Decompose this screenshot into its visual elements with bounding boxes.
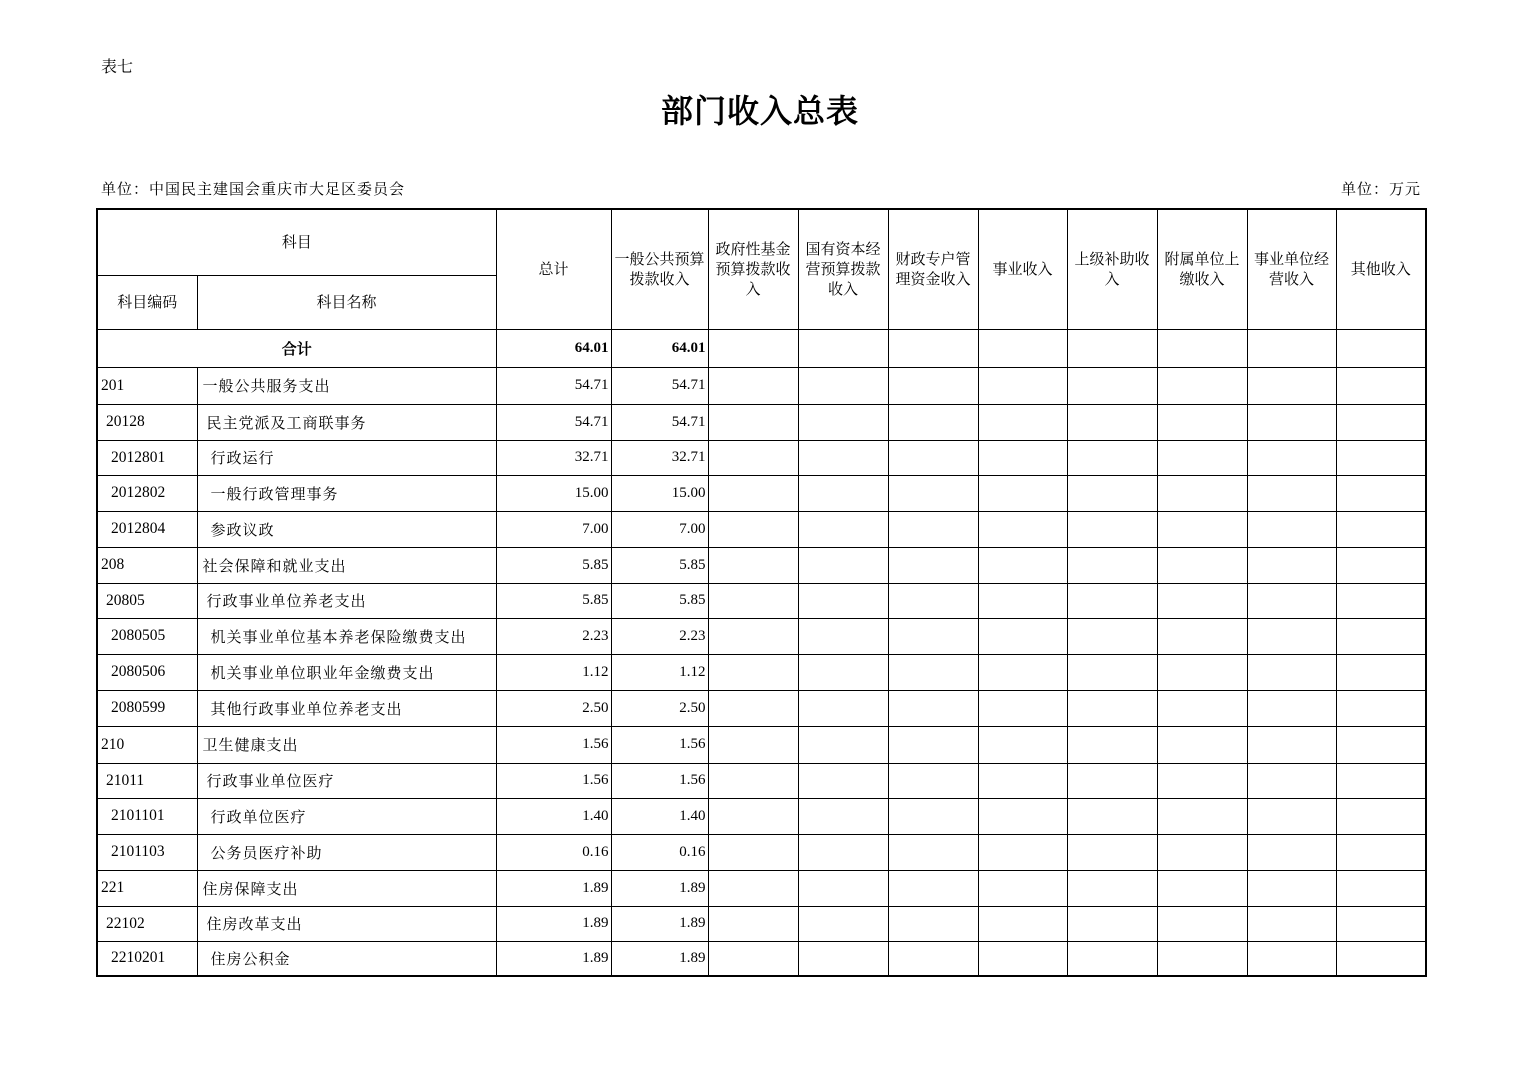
empty-cell	[1247, 690, 1336, 726]
subject-code: 210	[97, 726, 197, 763]
header-other: 其他收入	[1336, 209, 1426, 329]
empty-cell	[1067, 690, 1157, 726]
empty-cell	[1247, 511, 1336, 547]
empty-cell	[1247, 798, 1336, 834]
table-row	[97, 798, 1426, 834]
empty-cell	[888, 440, 978, 475]
subject-code: 20128	[97, 404, 197, 440]
empty-cell	[978, 547, 1067, 583]
empty-cell	[1067, 870, 1157, 906]
subject-name: 行政事业单位医疗	[197, 763, 496, 798]
empty-cell	[1247, 763, 1336, 798]
empty-cell	[798, 726, 888, 763]
empty-cell	[1247, 475, 1336, 511]
header-operating: 事业单位经营收入	[1247, 209, 1336, 329]
empty-cell	[798, 941, 888, 976]
empty-cell	[1157, 763, 1247, 798]
empty-cell	[1067, 547, 1157, 583]
empty-cell	[1247, 941, 1336, 976]
row-total: 54.71	[496, 367, 611, 404]
empty-cell	[1067, 511, 1157, 547]
empty-cell	[978, 870, 1067, 906]
subject-name: 机关事业单位基本养老保险缴费支出	[197, 618, 496, 654]
empty-cell	[1336, 618, 1426, 654]
subject-code: 2210201	[97, 941, 197, 976]
total-general: 64.01	[611, 329, 708, 367]
empty-cell	[888, 763, 978, 798]
subject-name: 参政议政	[197, 511, 496, 547]
empty-cell	[708, 654, 798, 690]
empty-cell	[888, 583, 978, 618]
income-summary-table	[96, 208, 1427, 977]
empty-cell	[708, 941, 798, 976]
empty-cell	[1336, 941, 1426, 976]
empty-cell	[798, 404, 888, 440]
empty-cell	[888, 404, 978, 440]
empty-cell	[1336, 547, 1426, 583]
row-total: 2.50	[496, 690, 611, 726]
table-row	[97, 763, 1426, 798]
empty-cell	[798, 870, 888, 906]
empty-cell	[978, 726, 1067, 763]
total-row	[97, 329, 1426, 367]
header-state-capital: 国有资本经营预算拨款收入	[798, 209, 888, 329]
empty-cell	[1336, 690, 1426, 726]
empty-cell	[978, 834, 1067, 870]
empty-cell	[1247, 834, 1336, 870]
empty-cell	[798, 618, 888, 654]
row-general-budget: 1.89	[611, 906, 708, 941]
empty-cell	[708, 906, 798, 941]
empty-cell	[1067, 834, 1157, 870]
empty-cell	[888, 690, 978, 726]
empty-cell	[978, 475, 1067, 511]
row-total: 7.00	[496, 511, 611, 547]
empty-cell	[708, 404, 798, 440]
empty-cell	[1247, 583, 1336, 618]
empty-cell	[978, 798, 1067, 834]
empty-cell	[888, 798, 978, 834]
row-total: 1.89	[496, 870, 611, 906]
empty-cell	[708, 475, 798, 511]
empty-cell	[888, 367, 978, 404]
header-fiscal-special: 财政专户管理资金收入	[888, 209, 978, 329]
total-total: 64.01	[496, 329, 611, 367]
row-general-budget: 2.50	[611, 690, 708, 726]
row-total: 54.71	[496, 404, 611, 440]
subject-code: 2101103	[97, 834, 197, 870]
unit-organization: 单位：中国民主建国会重庆市大足区委员会	[101, 180, 406, 198]
table-label: 表七	[101, 57, 134, 76]
subject-code: 2080505	[97, 618, 197, 654]
subject-code: 2101101	[97, 798, 197, 834]
row-total: 15.00	[496, 475, 611, 511]
empty-cell	[978, 654, 1067, 690]
empty-cell	[708, 690, 798, 726]
header-superior-subsidy: 上级补助收入	[1067, 209, 1157, 329]
subject-name: 其他行政事业单位养老支出	[197, 690, 496, 726]
empty-cell	[1157, 404, 1247, 440]
row-general-budget: 5.85	[611, 583, 708, 618]
row-general-budget: 1.56	[611, 763, 708, 798]
empty-cell	[1336, 798, 1426, 834]
empty-cell	[1336, 906, 1426, 941]
subject-code: 201	[97, 367, 197, 404]
header-affiliated: 附属单位上缴收入	[1157, 209, 1247, 329]
row-general-budget: 2.23	[611, 618, 708, 654]
row-general-budget: 1.40	[611, 798, 708, 834]
empty-cell	[798, 547, 888, 583]
empty-cell	[978, 404, 1067, 440]
header-business: 事业收入	[978, 209, 1067, 329]
header-gov-fund: 政府性基金预算拨款收入	[708, 209, 798, 329]
empty-cell	[888, 941, 978, 976]
row-total: 1.56	[496, 726, 611, 763]
empty-cell	[1247, 367, 1336, 404]
empty-cell	[798, 654, 888, 690]
subject-name: 卫生健康支出	[197, 726, 496, 763]
empty-cell	[888, 547, 978, 583]
empty-cell	[1247, 440, 1336, 475]
empty-cell	[978, 440, 1067, 475]
empty-cell	[1067, 618, 1157, 654]
empty-cell	[798, 511, 888, 547]
header-name: 科目名称	[197, 275, 496, 329]
empty-cell	[1336, 367, 1426, 404]
empty-cell	[1157, 834, 1247, 870]
row-general-budget: 1.12	[611, 654, 708, 690]
empty-cell	[1336, 763, 1426, 798]
empty-cell	[1067, 906, 1157, 941]
empty-cell	[1336, 834, 1426, 870]
row-general-budget: 32.71	[611, 440, 708, 475]
empty-cell	[1336, 583, 1426, 618]
empty-cell	[708, 870, 798, 906]
empty-cell	[1067, 440, 1157, 475]
empty-cell	[1157, 618, 1247, 654]
empty-cell	[1336, 654, 1426, 690]
empty-cell	[1067, 763, 1157, 798]
row-total: 1.40	[496, 798, 611, 834]
empty-cell	[1336, 511, 1426, 547]
header-total: 总计	[496, 209, 611, 329]
table-row	[97, 404, 1426, 440]
empty-cell	[1157, 367, 1247, 404]
table-row	[97, 870, 1426, 906]
empty-cell	[708, 726, 798, 763]
empty-cell	[1247, 618, 1336, 654]
empty-cell	[1247, 547, 1336, 583]
row-general-budget: 5.85	[611, 547, 708, 583]
empty-cell	[978, 690, 1067, 726]
header-general-budget: 一般公共预算拨款收入	[611, 209, 708, 329]
empty-cell	[798, 906, 888, 941]
empty-cell	[1067, 475, 1157, 511]
empty-cell	[978, 906, 1067, 941]
empty-cell	[1247, 870, 1336, 906]
row-general-budget: 1.89	[611, 870, 708, 906]
row-general-budget: 54.71	[611, 367, 708, 404]
row-general-budget: 1.89	[611, 941, 708, 976]
empty-cell	[1157, 726, 1247, 763]
row-total: 1.89	[496, 941, 611, 976]
empty-cell	[798, 583, 888, 618]
empty-cell	[708, 583, 798, 618]
empty-cell	[888, 475, 978, 511]
table-row	[97, 941, 1426, 976]
row-general-budget: 7.00	[611, 511, 708, 547]
subject-code: 20805	[97, 583, 197, 618]
table-row	[97, 367, 1426, 404]
empty-cell	[888, 834, 978, 870]
subject-code: 21011	[97, 763, 197, 798]
empty-cell	[1067, 583, 1157, 618]
empty-cell	[978, 618, 1067, 654]
page-title: 部门收入总表	[660, 92, 859, 130]
empty-cell	[888, 654, 978, 690]
empty-cell	[798, 475, 888, 511]
total-label: 合计	[97, 329, 496, 367]
subject-name: 行政事业单位养老支出	[197, 583, 496, 618]
empty-cell	[978, 583, 1067, 618]
header-code: 科目编码	[97, 275, 197, 329]
empty-cell	[708, 834, 798, 870]
empty-cell	[1157, 690, 1247, 726]
row-general-budget: 0.16	[611, 834, 708, 870]
row-total: 5.85	[496, 547, 611, 583]
subject-name: 住房保障支出	[197, 870, 496, 906]
empty-cell	[888, 726, 978, 763]
empty-cell	[708, 511, 798, 547]
subject-code: 2080506	[97, 654, 197, 690]
empty-cell	[978, 511, 1067, 547]
empty-cell	[1157, 440, 1247, 475]
empty-cell	[1247, 404, 1336, 440]
table-row	[97, 726, 1426, 763]
empty-cell	[1067, 726, 1157, 763]
row-total: 32.71	[496, 440, 611, 475]
empty-cell	[888, 618, 978, 654]
subject-name: 一般公共服务支出	[197, 367, 496, 404]
subject-name: 住房公积金	[197, 941, 496, 976]
subject-code: 2080599	[97, 690, 197, 726]
empty-cell	[888, 870, 978, 906]
subject-name: 民主党派及工商联事务	[197, 404, 496, 440]
empty-cell	[978, 763, 1067, 798]
row-total: 1.56	[496, 763, 611, 798]
subject-code: 22102	[97, 906, 197, 941]
table-row	[97, 906, 1426, 941]
empty-cell	[1336, 870, 1426, 906]
empty-cell	[708, 440, 798, 475]
table-row	[97, 583, 1426, 618]
empty-cell	[1157, 798, 1247, 834]
subject-code: 2012802	[97, 475, 197, 511]
empty-cell	[1247, 726, 1336, 763]
empty-cell	[978, 941, 1067, 976]
subject-name: 一般行政管理事务	[197, 475, 496, 511]
empty-cell	[708, 618, 798, 654]
empty-cell	[1067, 941, 1157, 976]
subject-name: 机关事业单位职业年金缴费支出	[197, 654, 496, 690]
empty-cell	[978, 367, 1067, 404]
empty-cell	[1157, 547, 1247, 583]
unit-currency: 单位：万元	[1340, 180, 1421, 198]
empty-cell	[708, 367, 798, 404]
subject-code: 2012804	[97, 511, 197, 547]
empty-cell	[798, 798, 888, 834]
row-general-budget: 15.00	[611, 475, 708, 511]
table-row	[97, 475, 1426, 511]
subject-name: 住房改革支出	[197, 906, 496, 941]
table-row	[97, 834, 1426, 870]
row-general-budget: 1.56	[611, 726, 708, 763]
empty-cell	[1067, 654, 1157, 690]
empty-cell	[1157, 906, 1247, 941]
subject-name: 公务员医疗补助	[197, 834, 496, 870]
table-row	[97, 654, 1426, 690]
table-row	[97, 511, 1426, 547]
subject-code: 2012801	[97, 440, 197, 475]
subject-name: 行政单位医疗	[197, 798, 496, 834]
empty-cell	[1336, 726, 1426, 763]
row-total: 2.23	[496, 618, 611, 654]
empty-cell	[1067, 367, 1157, 404]
table-row	[97, 690, 1426, 726]
empty-cell	[1157, 941, 1247, 976]
empty-cell	[1067, 798, 1157, 834]
empty-cell	[1336, 475, 1426, 511]
subject-name: 行政运行	[197, 440, 496, 475]
table-row	[97, 547, 1426, 583]
empty-cell	[708, 547, 798, 583]
empty-cell	[1247, 906, 1336, 941]
row-total: 5.85	[496, 583, 611, 618]
empty-cell	[1336, 440, 1426, 475]
empty-cell	[708, 763, 798, 798]
header-subject: 科目	[97, 209, 496, 275]
empty-cell	[798, 367, 888, 404]
empty-cell	[798, 690, 888, 726]
empty-cell	[1157, 475, 1247, 511]
empty-cell	[1157, 511, 1247, 547]
empty-cell	[1067, 404, 1157, 440]
empty-cell	[1157, 583, 1247, 618]
empty-cell	[1157, 870, 1247, 906]
table-row	[97, 618, 1426, 654]
empty-cell	[888, 906, 978, 941]
empty-cell	[798, 440, 888, 475]
subject-code: 221	[97, 870, 197, 906]
subject-name: 社会保障和就业支出	[197, 547, 496, 583]
empty-cell	[798, 834, 888, 870]
table-row	[97, 440, 1426, 475]
row-total: 1.12	[496, 654, 611, 690]
empty-cell	[1336, 404, 1426, 440]
empty-cell	[1247, 654, 1336, 690]
row-total: 1.89	[496, 906, 611, 941]
empty-cell	[708, 798, 798, 834]
empty-cell	[798, 763, 888, 798]
row-total: 0.16	[496, 834, 611, 870]
subject-code: 208	[97, 547, 197, 583]
empty-cell	[1157, 654, 1247, 690]
row-general-budget: 54.71	[611, 404, 708, 440]
empty-cell	[888, 511, 978, 547]
